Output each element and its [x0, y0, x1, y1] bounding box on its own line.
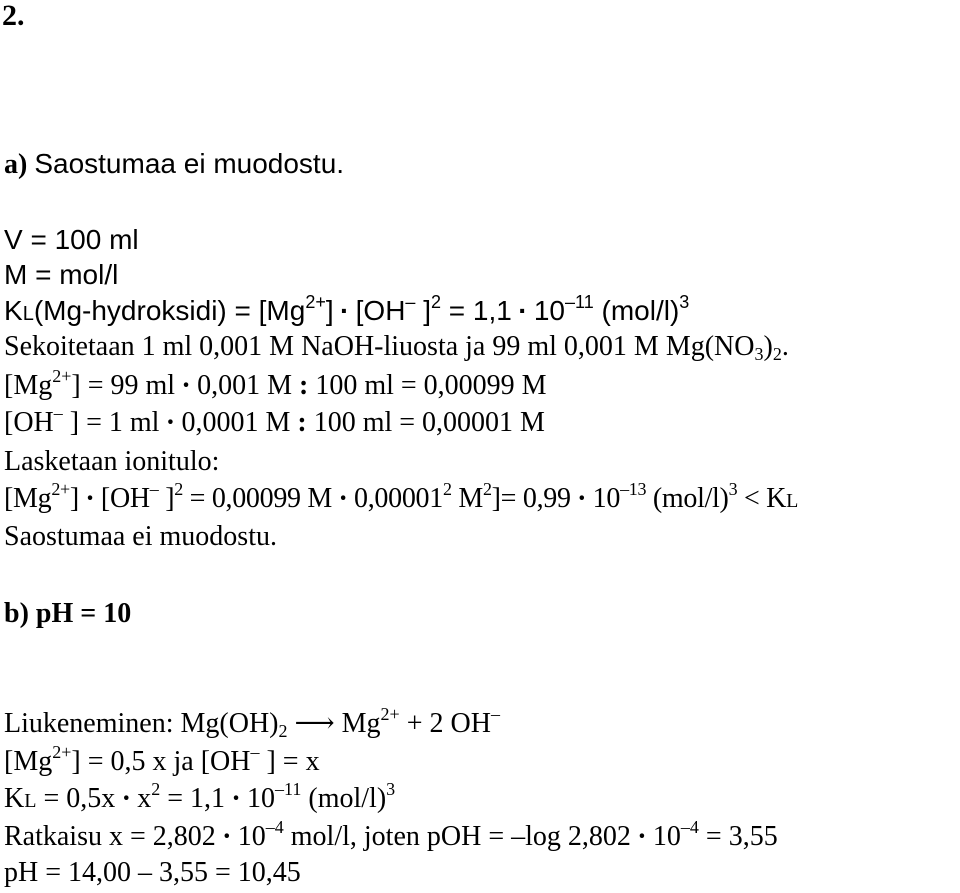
oh-charge: – [149, 479, 159, 499]
l-subscript: L [24, 790, 37, 812]
mixing-text-1: Sekoitetaan 1 ml 0,001 M NaOH-liuosta ja 99 ml 0,001 M Mg(NO [4, 331, 755, 362]
multiplication-dot: · [165, 407, 176, 438]
ip-text-1: [Mg [4, 483, 52, 514]
dissolution-text-2: Mg [341, 708, 381, 739]
ksp-text-2: ] [325, 295, 334, 326]
unit-exponent: 3 [679, 292, 690, 312]
solution-text-2: 10 [237, 821, 266, 852]
ip-text-3: [OH [100, 483, 150, 514]
ion-product-line [4, 479, 799, 517]
multiplication-dot: · [85, 483, 95, 514]
ksp-text-7: (mol/l) [601, 295, 680, 326]
ion-product-label: Lasketaan ionitulo: [4, 446, 220, 477]
ip-text-2: ] [69, 483, 79, 514]
oh-conc-text-1: [OH [4, 407, 54, 438]
multiplication-dot: · [181, 370, 191, 401]
mg-conc-text-4: 100 ml = 0,00099 M [315, 370, 547, 401]
ksp-text-6: 10 [533, 295, 566, 326]
ksp-eq-text-3: = 1,1 [167, 783, 226, 814]
hydroxide-subscript: 2 [278, 721, 288, 741]
relation-text-3: ] = x [266, 746, 320, 777]
ip-text-11: < K [743, 483, 787, 514]
ksp-text-3: [OH [355, 295, 406, 326]
multiplication-dot: · [577, 483, 587, 514]
oh-conc-exponent: 2 [442, 479, 452, 499]
unit-exponent: 3 [386, 779, 396, 799]
solution-line [4, 817, 778, 853]
division-colon: : [298, 370, 309, 401]
problem-number: 2. [2, 0, 25, 32]
molarity-line: M = mol/l [4, 259, 119, 290]
ksp-eq-text-5: (mol/l) [308, 783, 387, 814]
mg-concentration-line [4, 366, 547, 402]
multiplication-dot: · [231, 783, 241, 814]
molar-exponent: 2 [482, 479, 492, 499]
mg-charge: 2+ [380, 704, 400, 724]
oh-exponent: 2 [431, 292, 442, 312]
dissolution-line [4, 704, 500, 741]
solution-text-1: Ratkaisu x = 2,802 [4, 821, 216, 852]
oh-conc-text-2: ] = 1 ml [69, 407, 160, 438]
k-symbol: K [4, 783, 25, 814]
mixing-sub-1: 3 [754, 344, 764, 364]
mg-charge: 2+ [305, 292, 326, 312]
multiplication-dot: · [222, 821, 232, 852]
oh-charge: – [405, 292, 416, 312]
ip-text-10: (mol/l) [652, 483, 729, 514]
multiplication-dot: · [338, 483, 348, 514]
mg-conc-text-2: ] = 99 ml [71, 370, 176, 401]
part-b-heading: b) pH = 10 [4, 598, 132, 629]
part-a-heading [4, 148, 344, 181]
ip-text-4: ] [165, 483, 175, 514]
power-exponent: –11 [565, 292, 594, 312]
multiplication-dot: · [637, 821, 647, 852]
ksp-eq-text-4: 10 [247, 783, 276, 814]
x-exponent: 2 [151, 779, 161, 799]
ksp-eq-text-1: = 0,5x [43, 783, 116, 814]
part-a-conclusion: Saostumaa ei muodostu. [4, 521, 277, 552]
oh-conc-text-4: 100 ml = 0,00001 M [313, 407, 545, 438]
mg-conc-text-3: 0,001 M [197, 370, 292, 401]
mixing-text-2: ) [763, 331, 773, 362]
ksp-equation-line [4, 779, 396, 817]
multiplication-dot: · [339, 295, 350, 326]
power-exponent: –4 [265, 817, 284, 837]
mixing-line [4, 331, 789, 363]
ip-text-8: ]= 0,99 [491, 483, 571, 514]
oh-exponent: 2 [174, 479, 183, 499]
reaction-arrow-icon: ⟶ [294, 708, 335, 739]
ksp-eq-text-2: x [137, 783, 152, 814]
part-a-heading-text: Saostumaa ei muodostu. [34, 148, 345, 179]
oh-charge: – [250, 742, 260, 762]
volume-line: V = 100 ml [4, 224, 139, 255]
oh-charge: – [53, 403, 63, 423]
oh-conc-text-3: 0,0001 M [181, 407, 291, 438]
relation-text-1: [Mg [4, 746, 53, 777]
unit-exponent: 3 [728, 479, 738, 499]
division-colon: : [297, 407, 307, 438]
oh-charge: – [490, 704, 500, 724]
multiplication-dot: · [518, 295, 528, 326]
dissolution-text-1: Liukeneminen: Mg(OH) [4, 708, 279, 739]
oh-concentration-line [4, 403, 545, 439]
part-a-letter: a) [4, 149, 28, 180]
dissolution-text-3: + 2 OH [406, 708, 491, 739]
ph-result-line: pH = 14,00 – 3,55 = 10,45 [4, 857, 301, 888]
ksp-text-1: (Mg-hydroksidi) = [Mg [33, 295, 306, 326]
k-symbol: K [4, 295, 23, 326]
power-exponent: –13 [620, 479, 647, 499]
ksp-text-5: = 1,1 [448, 295, 512, 326]
mixing-text-3: . [781, 331, 789, 362]
mg-charge: 2+ [52, 742, 72, 762]
ksp-text-4: ] [423, 295, 431, 326]
ip-text-9: 10 [592, 483, 621, 514]
solution-text-3: mol/l, joten pOH = –log 2,802 [290, 821, 631, 852]
concentration-relation-line [4, 742, 320, 778]
mixing-sub-2: 2 [772, 344, 782, 364]
power-exponent: –4 [680, 817, 699, 837]
ksp-definition-line [4, 292, 690, 330]
mg-charge: 2+ [51, 479, 70, 499]
power-exponent: –11 [275, 779, 302, 799]
mg-conc-text-1: [Mg [4, 370, 53, 401]
multiplication-dot: · [121, 783, 131, 814]
ip-text-7: M [458, 483, 483, 514]
relation-text-2: ] = 0,5 x ja [OH [71, 746, 251, 777]
ip-text-5: = 0,00099 M [189, 483, 333, 514]
ip-text-6: 0,00001 [354, 483, 443, 514]
mg-charge: 2+ [52, 366, 72, 386]
solution-text-5: = 3,55 [705, 821, 778, 852]
solution-text-4: 10 [652, 821, 681, 852]
l-subscript: L [22, 303, 34, 325]
l-subscript: L [786, 490, 799, 512]
